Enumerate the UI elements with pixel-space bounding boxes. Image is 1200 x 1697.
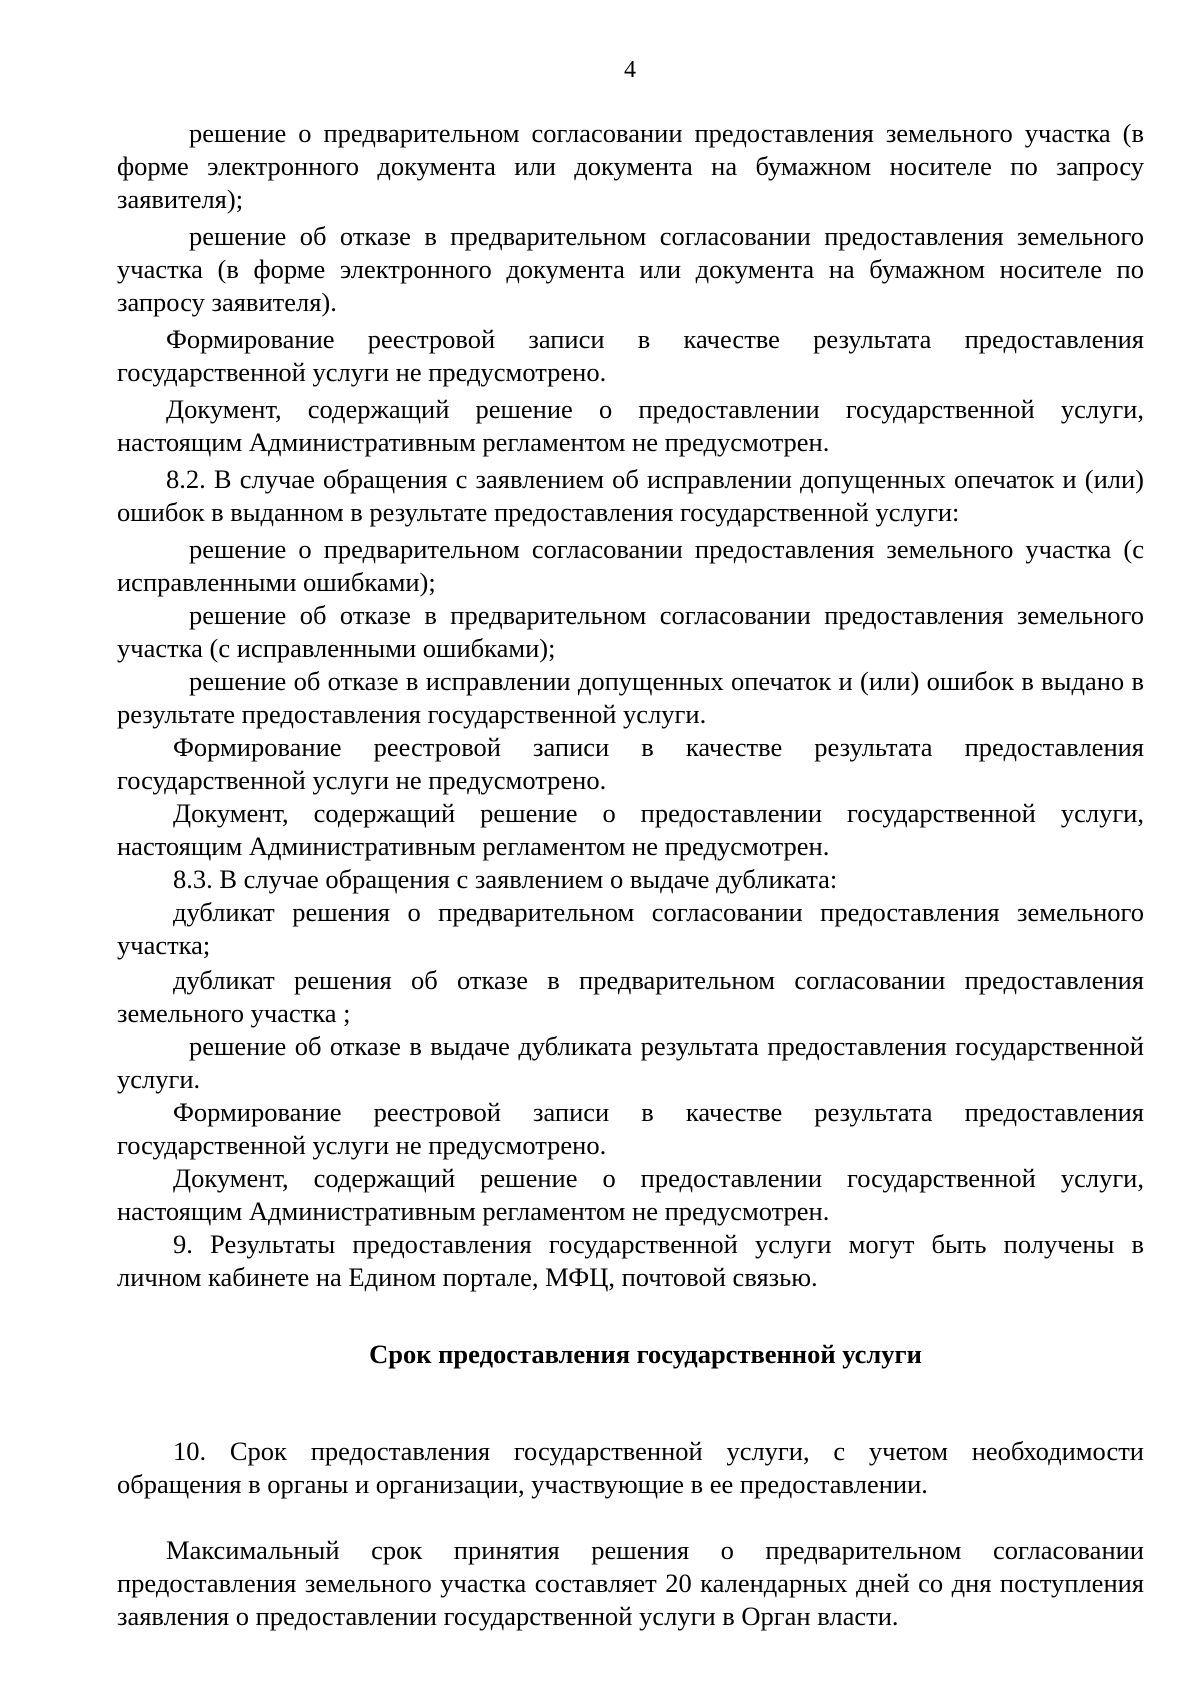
paragraph: Документ, содержащий решение о предоставлении государственной услуги, настоящим Административным регламентом не предусмотрен. [117,1163,1144,1226]
paragraph: дубликат решения о предварительном согласовании предоставления земельного участка; [117,897,1144,960]
paragraph: решение о предварительном согласовании предоставления земельного участка (с исправленными ошибками); [117,534,1144,597]
paragraph: Формирование реестровой записи в качестве результата предоставления государственной услуги не предусмотрено. [117,732,1144,795]
paragraph: решение об отказе в выдаче дубликата результата предоставления государственной услуги. [117,1031,1144,1094]
paragraph: 8.3. В случае обращения с заявлением о выдаче дубликата: [173,864,838,894]
document-body [117,117,1144,1633]
paragraph: Формирование реестровой записи в качестве результата предоставления государственной услуги не предусмотрено. [117,324,1144,387]
paragraph: Максимальный срок принятия решения о предварительном согласовании предоставления земельного участка составляет 20 календарных дней со дня поступления заявления о предоставлении государственной услуги в Орган власти. [117,1535,1144,1631]
paragraph: решение об отказе в предварительном согласовании предоставления земельного участка (в форме электронного документа или документа на бумажном носителе по запросу заявителя). [117,221,1144,317]
section-heading: Срок предоставления государственной услуги [369,1339,922,1369]
paragraph: 8.2. В случае обращения с заявлением об исправлении допущенных опечаток и (или) ошибок в выданном в результате предоставления государственной услуги: [117,464,1144,527]
paragraph: решение об отказе в предварительном согласовании предоставления земельного участка (с исправленными ошибками); [117,600,1144,663]
paragraph: Документ, содержащий решение о предоставлении государственной услуги, настоящим Административным регламентом не предусмотрен. [117,394,1144,457]
page-number: 4 [624,57,636,83]
paragraph: дубликат решения об отказе в предварительном согласовании предоставления земельного участка ; [117,965,1144,1028]
paragraph: 9. Результаты предоставления государственной услуги могут быть получены в личном кабинете на Едином портале, МФЦ, почтовой связью. [117,1229,1144,1292]
paragraph: Формирование реестровой записи в качестве результата предоставления государственной услуги не предусмотрено. [117,1097,1144,1160]
paragraph: решение о предварительном согласовании предоставления земельного участка (в форме электронного документа или документа на бумажном носителе по запросу заявителя); [117,118,1144,214]
paragraph: Документ, содержащий решение о предоставлении государственной услуги, настоящим Административным регламентом не предусмотрен. [117,798,1144,861]
paragraph: решение об отказе в исправлении допущенных опечаток и (или) ошибок в выдано в результате предоставления государственной услуги. [117,666,1144,729]
paragraph: 10. Срок предоставления государственной услуги, с учетом необходимости обращения в органы и организации, участвующие в ее предоставлении. [117,1436,1144,1499]
